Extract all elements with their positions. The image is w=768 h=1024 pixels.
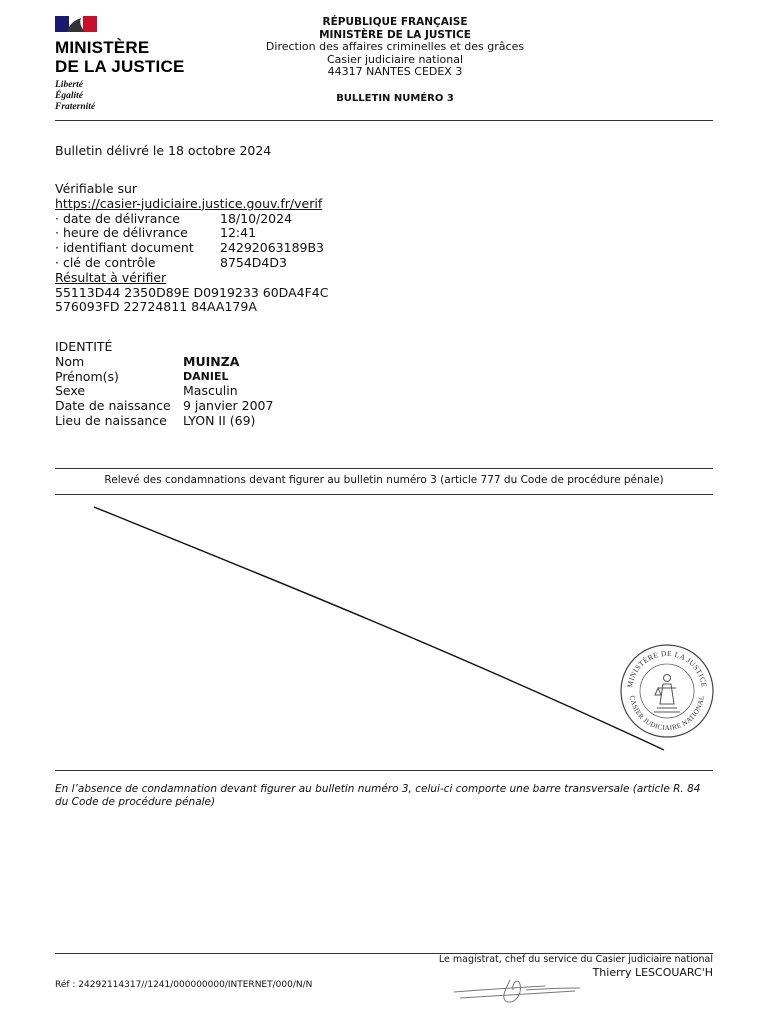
result-line-1: 55113D44 2350D89E D0919233 60DA4F4C — [55, 284, 329, 300]
header-address: 44317 NANTES CEDEX 3 — [327, 65, 463, 78]
identity-value: MUINZA — [183, 353, 240, 369]
official-seal — [618, 642, 716, 740]
verify-link[interactable]: https://casier-judiciaire.justice.gouv.fr/verif — [55, 195, 323, 211]
header-service: Casier judiciaire national — [326, 52, 464, 66]
signature-name: Thierry LESCOUARC'H — [592, 966, 713, 979]
verify-value: 18/10/2024 — [220, 210, 293, 226]
verify-value: 12:41 — [220, 225, 257, 241]
absence-note: En l’absence de condamnation devant figurer au bulletin numéro 3, celui-ci comporte une barre transversale (article R. 84 du Code de procédure pénale) — [55, 783, 701, 808]
seal-top-text: MINISTÈRE DE LA JUSTICE — [625, 648, 709, 689]
identity-key: Nom — [55, 353, 85, 369]
justice-figure-icon — [654, 675, 680, 713]
identity-value: LYON II (69) — [183, 412, 256, 428]
verify-key: · identifiant document — [55, 240, 194, 256]
header-ministry: MINISTÈRE DE LA JUSTICE — [319, 28, 471, 41]
identity-key: Lieu de naissance — [55, 412, 167, 428]
result-line-2: 576093FD 22724811 84AA179A — [55, 299, 257, 315]
header-bulletin: BULLETIN NUMÉRO 3 — [336, 92, 454, 104]
logo-line-2: DE LA JUSTICE — [55, 57, 185, 76]
verify-key: · heure de délivrance — [55, 225, 188, 241]
identity-value: Masculin — [183, 383, 238, 399]
identity-title: IDENTITÉ — [55, 339, 113, 354]
verify-label: Vérifiable sur — [55, 181, 138, 196]
motto-liberte: Liberté — [55, 80, 83, 90]
header-republic: RÉPUBLIQUE FRANÇAISE — [322, 16, 468, 28]
verify-value: 24292063189B3 — [220, 240, 325, 256]
reference-line: Réf : 24292114317//1241/000000000/INTERNET/000/N/N — [55, 980, 313, 990]
handwritten-signature — [450, 972, 600, 1008]
identity-key: Sexe — [55, 383, 86, 399]
motto-fraternite: Fraternité — [55, 102, 96, 112]
note-top-rule — [55, 770, 713, 771]
verify-key: · clé de contrôle — [55, 254, 156, 270]
identity-key: Date de naissance — [55, 398, 171, 414]
logo-line-1: MINISTÈRE — [55, 38, 150, 57]
identity-value: 9 janvier 2007 — [183, 398, 274, 414]
header-direction: Direction des affaires criminelles et des grâces — [265, 40, 525, 53]
releve-heading: Relevé des condamnations devant figurer au bulletin numéro 3 (article 777 du Code de procédure pénale) — [104, 474, 664, 486]
identity-key: Prénom(s) — [55, 368, 119, 384]
seal-bottom-text: CASIER JUDICIAIRE NATIONAL — [628, 694, 706, 733]
issued-date: Bulletin délivré le 18 octobre 2024 — [55, 143, 272, 158]
verify-value: 8754D4D3 — [220, 254, 287, 270]
signature-title: Le magistrat, chef du service du Casier judiciaire national — [438, 954, 713, 965]
result-label: Résultat à vérifier — [55, 269, 167, 285]
identity-value: DANIEL — [183, 369, 229, 383]
verify-key: · date de délivrance — [55, 210, 180, 226]
motto-egalite: Égalité — [55, 91, 83, 101]
